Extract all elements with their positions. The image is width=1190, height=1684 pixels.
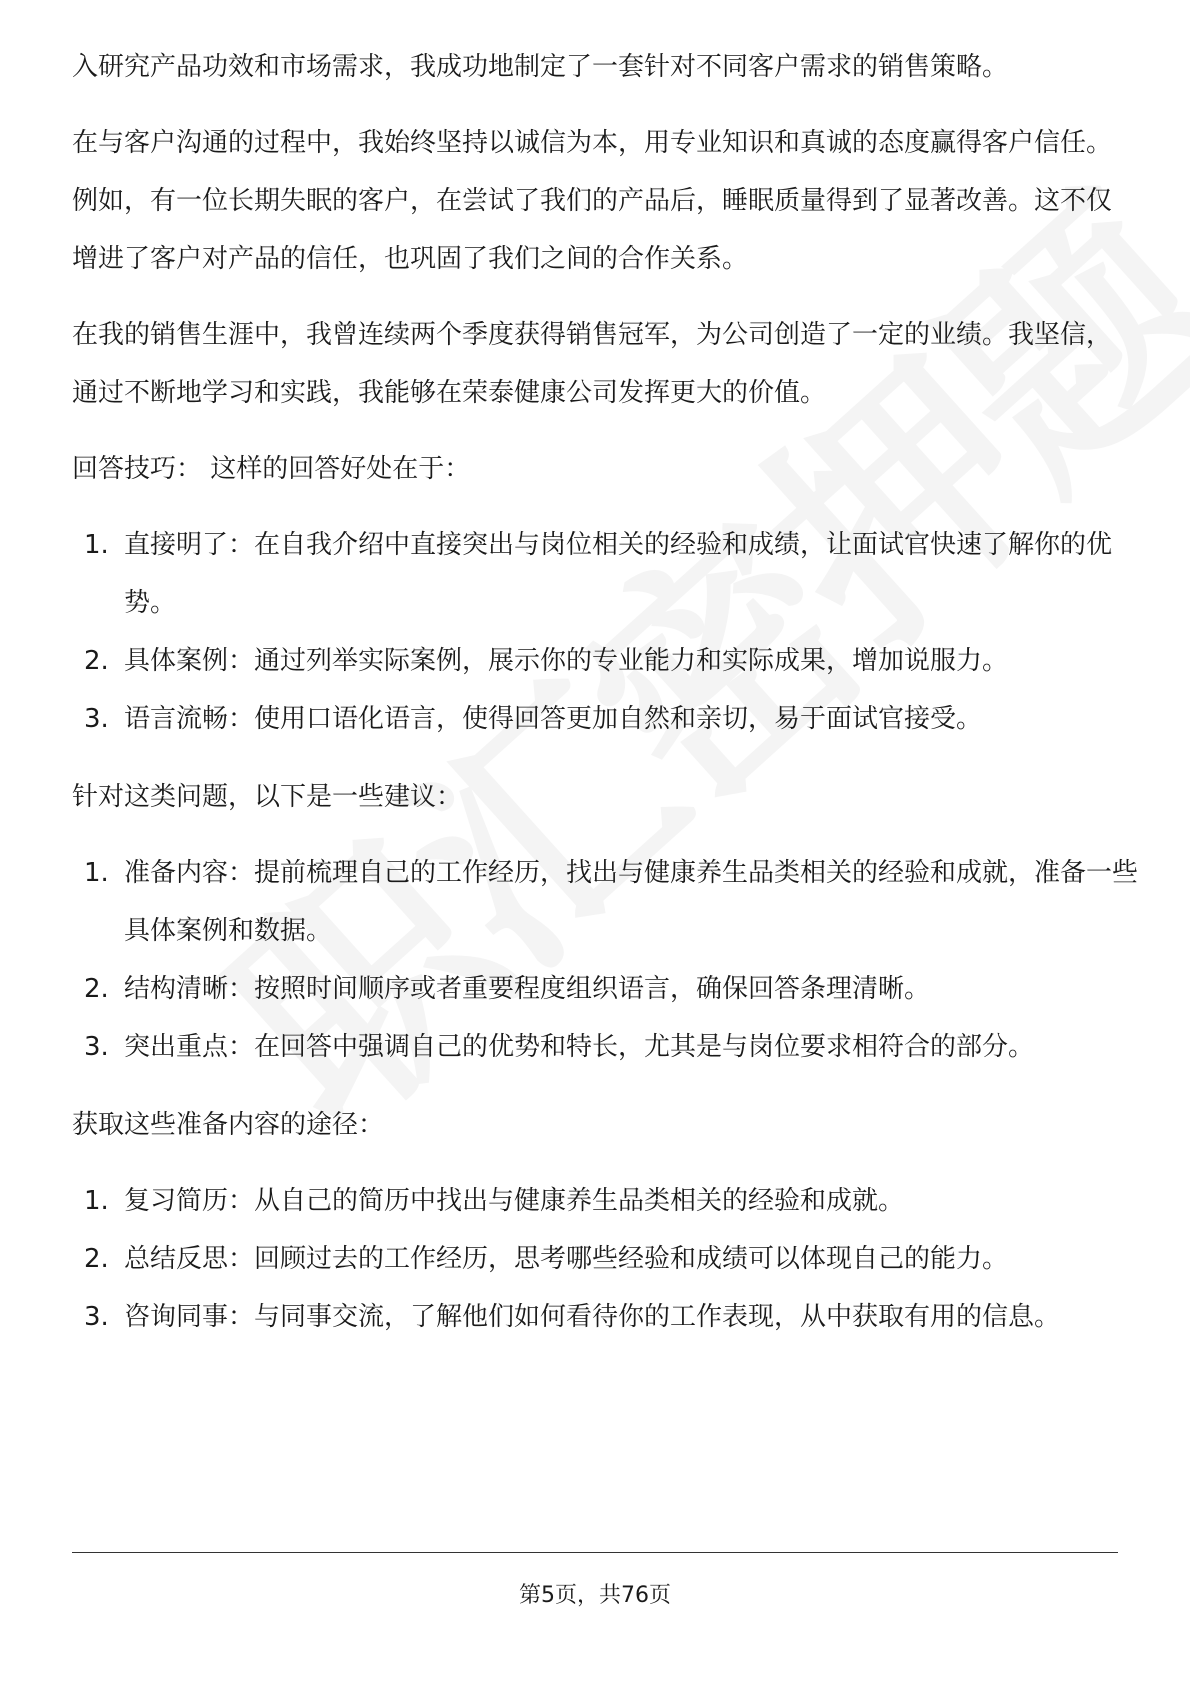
list-item — [72, 844, 1154, 960]
list-number: 2. — [84, 974, 109, 1004]
page-number: 第5页，共76页 — [519, 1583, 671, 1608]
list-item — [72, 960, 1154, 1018]
list-item — [72, 1172, 1154, 1230]
list-item — [72, 1230, 1154, 1288]
list-number: 3. — [84, 704, 109, 734]
sources-list — [72, 1172, 1118, 1346]
list-number: 1. — [84, 858, 109, 888]
list-item-text: 突出重点：在回答中强调自己的优势和特长，尤其是与岗位要求相符合的部分。 — [124, 1032, 1035, 1062]
document-body — [72, 38, 1139, 1366]
list-item-text: 具体案例：通过列举实际案例，展示你的专业能力和实际成果，增加说服力。 — [124, 646, 1009, 676]
paragraph-3: 在我的销售生涯中，我曾连续两个季度获得销售冠军，为公司创造了一定的业绩。我坚信，通过不断地学习和实践，我能够在荣泰健康公司发挥更大的价值。 — [72, 320, 1113, 408]
list-item-text: 总结反思：回顾过去的工作经历，思考哪些经验和成绩可以体现自己的能力。 — [124, 1244, 1009, 1274]
list-item-text: 咨询同事：与同事交流，了解他们如何看待你的工作表现，从中获取有用的信息。 — [124, 1302, 1061, 1332]
list-item — [72, 690, 1154, 748]
list-number: 2. — [84, 1244, 109, 1274]
paragraph-1: 入研究产品功效和市场需求，我成功地制定了一套针对不同客户需求的销售策略。 — [72, 52, 1009, 82]
footer-divider — [72, 1552, 1118, 1553]
list-item-text: 复习简历：从自己的简历中找出与健康养生品类相关的经验和成就。 — [124, 1186, 905, 1216]
answer-tips-heading: 回答技巧： 这样的回答好处在于： — [72, 454, 471, 484]
list-item — [72, 516, 1154, 632]
list-item-text: 结构清晰：按照时间顺序或者重要程度组织语言，确保回答条理清晰。 — [124, 974, 931, 1004]
suggestions-heading: 针对这类问题，以下是一些建议： — [72, 782, 463, 812]
list-item — [72, 1288, 1154, 1346]
list-number: 2. — [84, 646, 109, 676]
list-number: 3. — [84, 1032, 109, 1062]
list-item-text: 语言流畅：使用口语化语言，使得回答更加自然和亲切，易于面试官接受。 — [124, 704, 983, 734]
sources-heading: 获取这些准备内容的途径： — [72, 1110, 385, 1140]
answer-tips-list — [72, 516, 1118, 748]
list-item-text: 直接明了：在自我介绍中直接突出与岗位相关的经验和成绩，让面试官快速了解你的优势。 — [124, 530, 1113, 618]
list-item — [72, 1018, 1154, 1076]
list-item — [72, 632, 1154, 690]
list-number: 1. — [84, 1186, 109, 1216]
suggestions-list — [72, 844, 1139, 1076]
list-number: 3. — [84, 1302, 109, 1332]
list-item-text: 准备内容：提前梳理自己的工作经历，找出与健康养生品类相关的经验和成就，准备一些具体案例和数据。 — [124, 858, 1139, 946]
list-number: 1. — [84, 530, 109, 560]
paragraph-2: 在与客户沟通的过程中，我始终坚持以诚信为本，用专业知识和真诚的态度赢得客户信任。例如，有一位长期失眠的客户，在尝试了我们的产品后，睡眠质量得到了显著改善。这不仅增进了客户对产品的信任，也巩固了我们之间的合作关系。 — [72, 128, 1113, 274]
